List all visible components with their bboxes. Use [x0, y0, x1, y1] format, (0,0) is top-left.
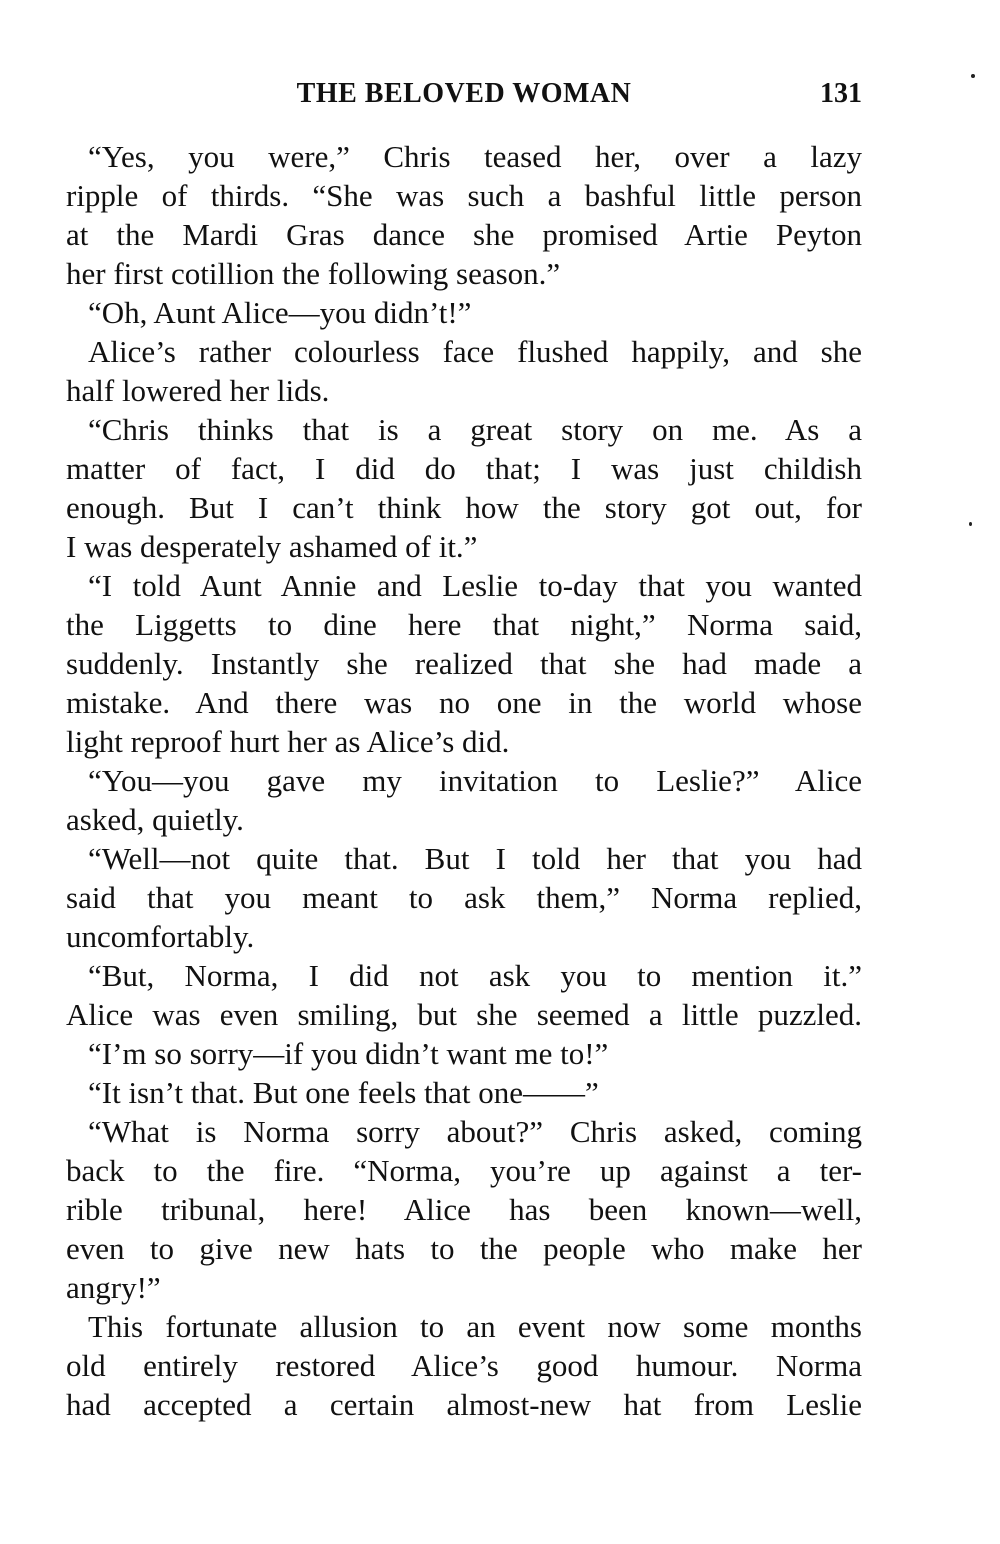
text-line: “I told Aunt Annie and Leslie to-day that you wanted	[88, 568, 862, 603]
text-line: “What is Norma sorry about?” Chris asked, coming	[88, 1114, 862, 1149]
text-line: mistake. And there was no one in the world whose	[66, 685, 862, 720]
text-line: light reproof hurt her as Alice’s did.	[66, 724, 510, 759]
text-line: Alice was even smiling, but she seemed a little puzzled.	[66, 997, 862, 1032]
text-line: “Chris thinks that is a great story on me. As a	[88, 412, 862, 447]
text-line: rible tribunal, here! Alice has been known—well,	[66, 1192, 862, 1227]
scan-speck	[969, 522, 972, 526]
text-line: “But, Norma, I did not ask you to mention it.”	[88, 958, 862, 993]
text-line: back to the fire. “Norma, you’re up against a ter-	[66, 1153, 862, 1188]
text-line: asked, quietly.	[66, 802, 244, 837]
running-head	[66, 78, 862, 122]
text-line: “You—you gave my invitation to Leslie?” Alice	[88, 763, 862, 798]
text-line: had accepted a certain almost-new hat from Leslie	[66, 1387, 862, 1422]
text-line: matter of fact, I did do that; I was just childish	[66, 451, 862, 486]
text-line: “Yes, you were,” Chris teased her, over a lazy	[88, 139, 862, 174]
text-line: I was desperately ashamed of it.”	[66, 529, 478, 564]
text-line: “Well—not quite that. But I told her that you had	[88, 841, 862, 876]
text-line: half lowered her lids.	[66, 373, 330, 408]
text-line: the Liggetts to dine here that night,” Norma said,	[66, 607, 862, 642]
text-line: suddenly. Instantly she realized that she had made a	[66, 646, 862, 681]
text-line: her first cotillion the following season.”	[66, 256, 561, 291]
body-text	[66, 137, 862, 1424]
text-line: Alice’s rather colourless face flushed happily, and she	[88, 334, 862, 369]
text-line: at the Mardi Gras dance she promised Artie Peyton	[66, 217, 862, 252]
page-number: 131	[820, 78, 862, 109]
text-line: uncomfortably.	[66, 919, 255, 954]
text-line: enough. But I can’t think how the story got out, for	[66, 490, 862, 525]
text-line: “It isn’t that. But one feels that one——”	[88, 1075, 599, 1110]
text-line: This fortunate allusion to an event now some months	[88, 1309, 862, 1344]
text-line: even to give new hats to the people who make her	[66, 1231, 862, 1266]
text-line: old entirely restored Alice’s good humour. Norma	[66, 1348, 862, 1383]
running-title: THE BELOVED WOMAN	[296, 78, 632, 109]
text-line: “Oh, Aunt Alice—you didn’t!”	[88, 295, 472, 330]
text-line: angry!”	[66, 1270, 161, 1305]
text-line: “I’m so sorry—if you didn’t want me to!”	[88, 1036, 609, 1071]
text-line: ripple of thirds. “She was such a bashful little person	[66, 178, 862, 213]
text-line: said that you meant to ask them,” Norma replied,	[66, 880, 862, 915]
scan-speck	[971, 74, 975, 78]
